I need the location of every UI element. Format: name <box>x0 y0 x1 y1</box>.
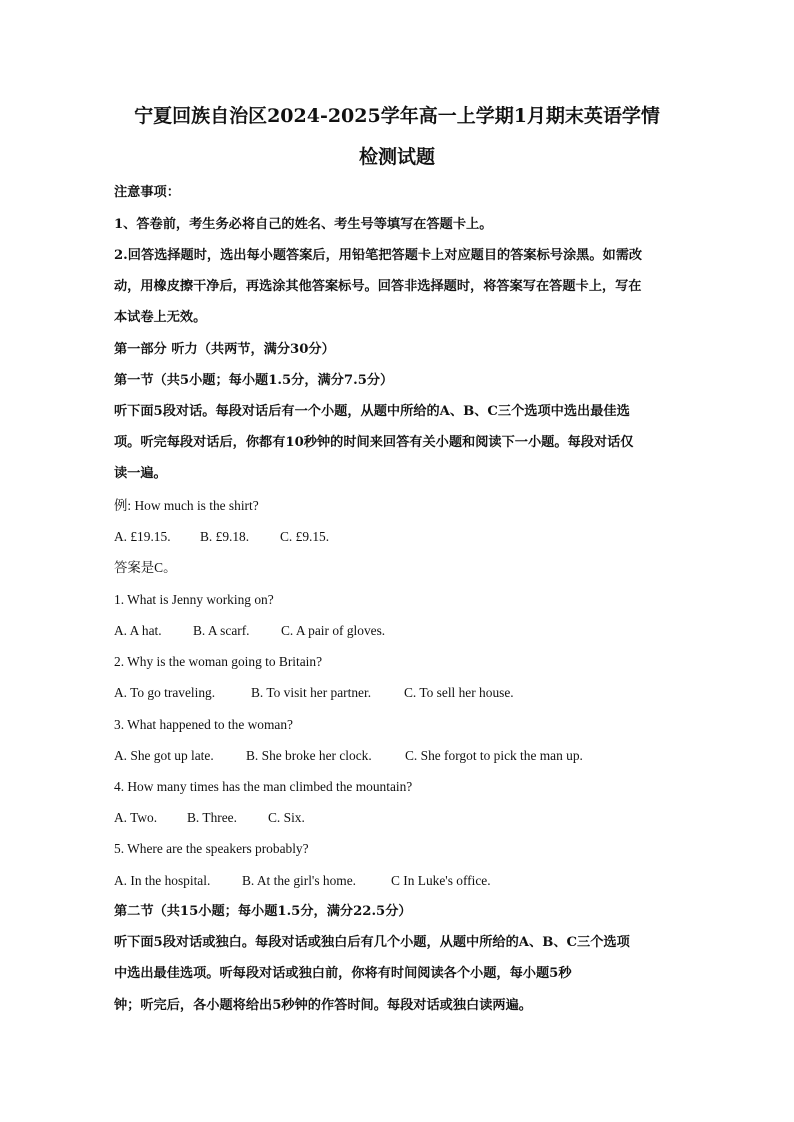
notice-item-2-line3: 本试卷上无效。 <box>114 310 207 325</box>
question-1-options <box>114 622 385 640</box>
exam-title-line2: 检测试题 <box>358 146 435 168</box>
question-2-option-b: B. To visit her partner. <box>251 685 372 700</box>
notice-heading: 注意事项： <box>114 185 180 200</box>
question-2: 2. Why is the woman going to Britain? <box>114 654 323 669</box>
section2-instructions-line1: 听下面5段对话或独白。每段对话或独白后有几个小题，从题中所给的A、B、C三个选项 <box>114 935 630 950</box>
question-1-option-a: A. A hat. <box>114 623 162 638</box>
question-5-option-c: C In Luke's office. <box>391 873 491 888</box>
part1-heading: 第一部分 听力（共两节，满分30分） <box>114 342 335 357</box>
section1-instructions-line2: 项。听完每段对话后，你都有10秒钟的时间来回答有关小题和阅读下一小题。每段对话仅 <box>114 435 634 450</box>
question-4-option-b: B. Three. <box>187 810 237 825</box>
example-question: 例: How much is the shirt? <box>114 498 259 513</box>
question-1: 1. What is Jenny working on? <box>114 592 274 607</box>
question-5-option-b: B. At the girl's home. <box>242 873 356 888</box>
section1-instructions-line1: 听下面5段对话。每段对话后有一个小题，从题中所给的A、B、C三个选项中选出最佳选 <box>114 404 630 419</box>
example-option-a: A. £19.15. <box>114 529 171 544</box>
question-3-option-b: B. She broke her clock. <box>246 748 372 763</box>
section2-instructions-line3: 钟；听完后，各小题将给出5秒钟的作答时间。每段对话或独白读两遍。 <box>114 998 532 1013</box>
section1-instructions-line3: 读一遍。 <box>114 466 167 481</box>
notice-item-2-line1: 2.回答选择题时，选出每小题答案后，用铅笔把答题卡上对应题目的答案标号涂黑。如需改 <box>114 248 643 263</box>
question-3-options <box>114 747 583 765</box>
question-2-option-a: A. To go traveling. <box>114 685 216 700</box>
section2-instructions-line2: 中选出最佳选项。听每段对话或独白前，你将有时间阅读各个小题，每小题5秒 <box>114 966 572 981</box>
question-1-option-c: C. A pair of gloves. <box>281 623 386 638</box>
question-4: 4. How many times has the man climbed the mountain? <box>114 779 413 794</box>
notice-item-1: 1、答卷前，考生务必将自己的姓名、考生号等填写在答题卡上。 <box>114 217 493 232</box>
question-1-option-b: B. A scarf. <box>193 623 250 638</box>
question-4-option-a: A. Two. <box>114 810 158 825</box>
question-2-option-c: C. To sell her house. <box>404 685 514 700</box>
question-4-option-c: C. Six. <box>268 810 305 825</box>
question-4-options <box>114 809 305 827</box>
exam-title-line1: 宁夏回族自治区2024-2025学年高一上学期1月期末英语学情 <box>134 105 660 127</box>
question-5-options <box>114 872 491 890</box>
notice-item-2-line2: 动，用橡皮擦干净后，再选涂其他答案标号。回答非选择题时，将答案写在答题卡上，写在 <box>114 279 642 294</box>
example-answer: 答案是C。 <box>114 560 177 575</box>
question-2-options <box>114 684 514 702</box>
example-options <box>114 528 329 546</box>
question-5: 5. Where are the speakers probably? <box>114 841 309 856</box>
question-5-option-a: A. In the hospital. <box>114 873 211 888</box>
section1-heading: 第一节（共5小题；每小题1.5分，满分7.5分） <box>114 373 394 388</box>
question-3-option-a: A. She got up late. <box>114 748 214 763</box>
question-3: 3. What happened to the woman? <box>114 717 293 732</box>
section2-heading: 第二节（共15小题；每小题1.5分，满分22.5分） <box>114 904 412 919</box>
example-option-b: B. £9.18. <box>200 529 250 544</box>
question-3-option-c: C. She forgot to pick the man up. <box>405 748 583 763</box>
example-option-c: C. £9.15. <box>280 529 330 544</box>
